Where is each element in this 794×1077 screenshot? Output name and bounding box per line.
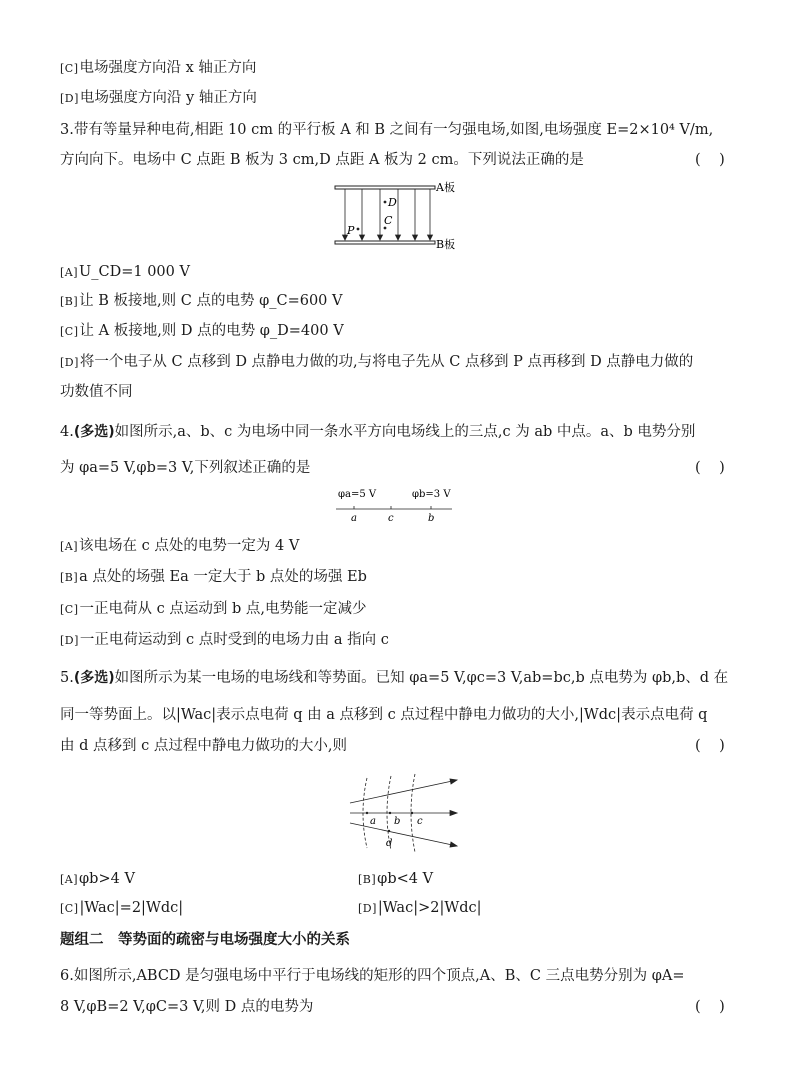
- q5-option-c: [C]|Wac|=2|Wdc|: [60, 900, 184, 916]
- section-heading: 题组二 等势面的疏密与电场强度大小的关系: [60, 932, 350, 948]
- point-d-label: D: [388, 196, 397, 209]
- q3-option-c: [C]让 A 板接地,则 D 点的电势 φ_D=400 V: [60, 323, 344, 339]
- option-d-prev: [D]电场强度方向沿 y 轴正方向: [60, 90, 257, 106]
- q6-stem-line2: 8 V,φB=2 V,φC=3 V,则 D 点的电势为: [60, 999, 314, 1015]
- point-b-label: b: [394, 816, 401, 827]
- phi-b-label: φb=3 V: [412, 489, 451, 500]
- point-c-label: C: [384, 214, 393, 227]
- phi-a-label: φa=5 V: [338, 489, 377, 500]
- q6-stem-line1: 6.如图所示,ABCD 是匀强电场中平行于电场线的矩形的四个顶点,A、B、C 三点电势分别为 φA=: [60, 968, 685, 984]
- plate-a-label: A板: [436, 181, 455, 194]
- q3-parallel-plate-figure: [330, 180, 470, 252]
- multi-select-tag: (多选): [73, 424, 115, 440]
- point-p-label: P: [347, 224, 355, 237]
- q5-option-d: [D]|Wac|>2|Wdc|: [358, 900, 482, 916]
- q3-stem-line1: 3.带有等量异种电荷,相距 10 cm 的平行板 A 和 B 之间有一匀强电场,如图,电场强度 E=2×10⁴ V/m,: [60, 122, 714, 138]
- q5-option-a: [A]φb>4 V: [60, 871, 135, 887]
- q4-answer-paren: ( ): [695, 460, 725, 476]
- q3-stem-line2: 方向向下。电场中 C 点距 B 板为 3 cm,D 点距 A 板为 2 cm。下列说法正确的是: [60, 152, 584, 168]
- q5-equipotential-figure: [345, 768, 465, 858]
- point-a-label: a: [351, 513, 357, 524]
- q4-field-line-figure: [334, 486, 458, 526]
- point-c-label: c: [417, 816, 423, 827]
- q5-stem-line2: 同一等势面上。以|Wac|表示点电荷 q 由 a 点移到 c 点过程中静电力做功的大小,|Wdc|表示点电荷 q: [60, 707, 708, 723]
- q3-option-d-continued: 功数值不同: [60, 384, 133, 400]
- point-d-label: d: [386, 838, 393, 849]
- q3-option-d: [D]将一个电子从 C 点移到 D 点静电力做的功,与将电子先从 C 点移到 P 点再移到 D 点静电力做的: [60, 354, 694, 370]
- q4-option-c: [C]一正电荷从 c 点运动到 b 点,电势能一定减少: [60, 601, 367, 617]
- q5-option-b: [B]φb<4 V: [358, 871, 434, 887]
- q4-option-d: [D]一正电荷运动到 c 点时受到的电场力由 a 指向 c: [60, 632, 389, 648]
- q4-stem-line2: 为 φa=5 V,φb=3 V,下列叙述正确的是: [60, 460, 311, 476]
- plate-b-label: B板: [436, 238, 456, 251]
- point-c-label: c: [388, 513, 394, 524]
- q4-stem-line1: 4.(多选)如图所示,a、b、c 为电场中同一条水平方向电场线上的三点,c 为 ab 中点。a、b 电势分别: [60, 424, 696, 440]
- q5-answer-paren: ( ): [695, 738, 725, 754]
- point-a-label: a: [370, 816, 376, 827]
- q4-option-a: [A]该电场在 c 点处的电势一定为 4 V: [60, 538, 300, 554]
- q6-answer-paren: ( ): [695, 999, 725, 1015]
- point-b-label: b: [428, 513, 435, 524]
- plate-b: [335, 241, 435, 244]
- q3-answer-paren: ( ): [695, 152, 725, 168]
- plate-a: [335, 186, 435, 189]
- multi-select-tag: (多选): [73, 670, 115, 686]
- option-c-prev: [C]电场强度方向沿 x 轴正方向: [60, 60, 257, 76]
- q3-option-a: [A]U_CD=1 000 V: [60, 264, 190, 280]
- q5-stem-line1: 5.(多选)如图所示为某一电场的电场线和等势面。已知 φa=5 V,φc=3 V,ab=bc,b 点电势为 φb,b、d 在: [60, 670, 729, 686]
- q4-option-b: [B]a 点处的场强 Ea 一定大于 b 点处的场强 Eb: [60, 569, 367, 585]
- q3-option-b: [B]让 B 板接地,则 C 点的电势 φ_C=600 V: [60, 293, 343, 309]
- q5-stem-line3: 由 d 点移到 c 点过程中静电力做功的大小,则: [60, 738, 347, 754]
